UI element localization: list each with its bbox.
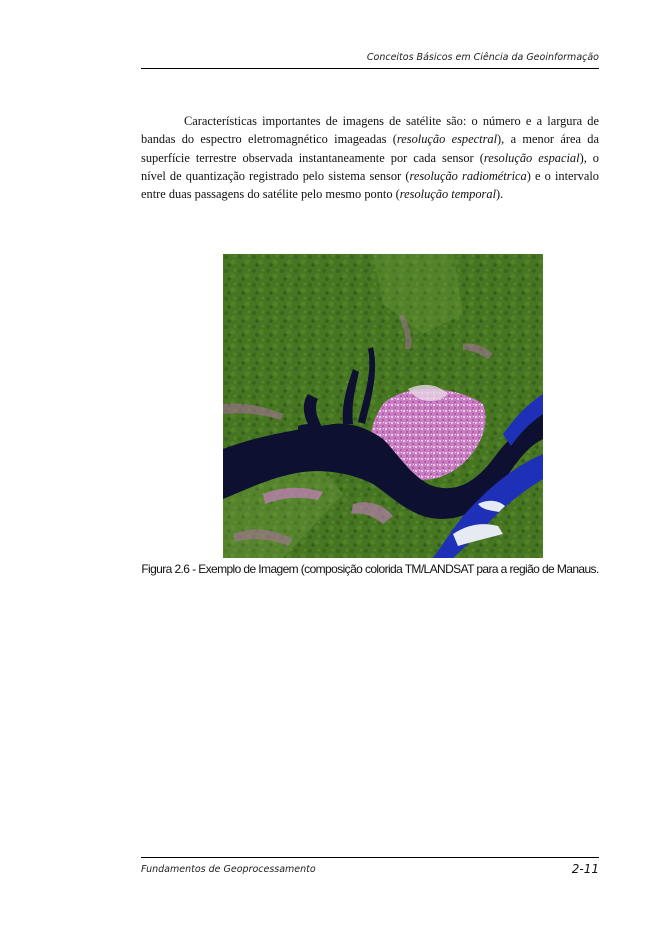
term-radiometric-resolution: resolução radiométrica xyxy=(409,168,527,183)
paragraph-text-4: ) e o intervalo entre duas passagens do satélite pelo mesmo ponto ( xyxy=(141,168,599,202)
term-temporal-resolution: resolução temporal xyxy=(399,187,497,202)
satellite-image xyxy=(223,254,543,558)
figure-caption: Figura 2.6 - Exemplo de Imagem (composição colorida TM/LANDSAT para a região de Manaus. xyxy=(141,562,599,576)
footer-title: Fundamentos de Geoprocessamento xyxy=(141,864,316,875)
paragraph-text-5: ). xyxy=(496,187,504,202)
paragraph-text-1: Características importantes de imagens de satélite são: o número e a largura de bandas do espectro eletromagnético imageadas ( xyxy=(141,114,599,147)
paragraph-text-2: ), a menor área da superfície terrestre observada instantaneamente por cada sensor ( xyxy=(141,132,599,165)
page-header xyxy=(141,50,599,69)
page-footer xyxy=(141,857,599,878)
running-title: Conceitos Básicos em Ciência da Geoinformação xyxy=(366,52,599,63)
page-number: 2-11 xyxy=(571,862,599,876)
term-spectral-resolution: resolução espectral xyxy=(396,132,498,147)
paragraph-text-3: ), o nível de quantização registrado pelo sistema sensor ( xyxy=(141,150,600,183)
term-spatial-resolution: resolução espacial xyxy=(483,150,580,165)
body-paragraph xyxy=(141,112,599,203)
